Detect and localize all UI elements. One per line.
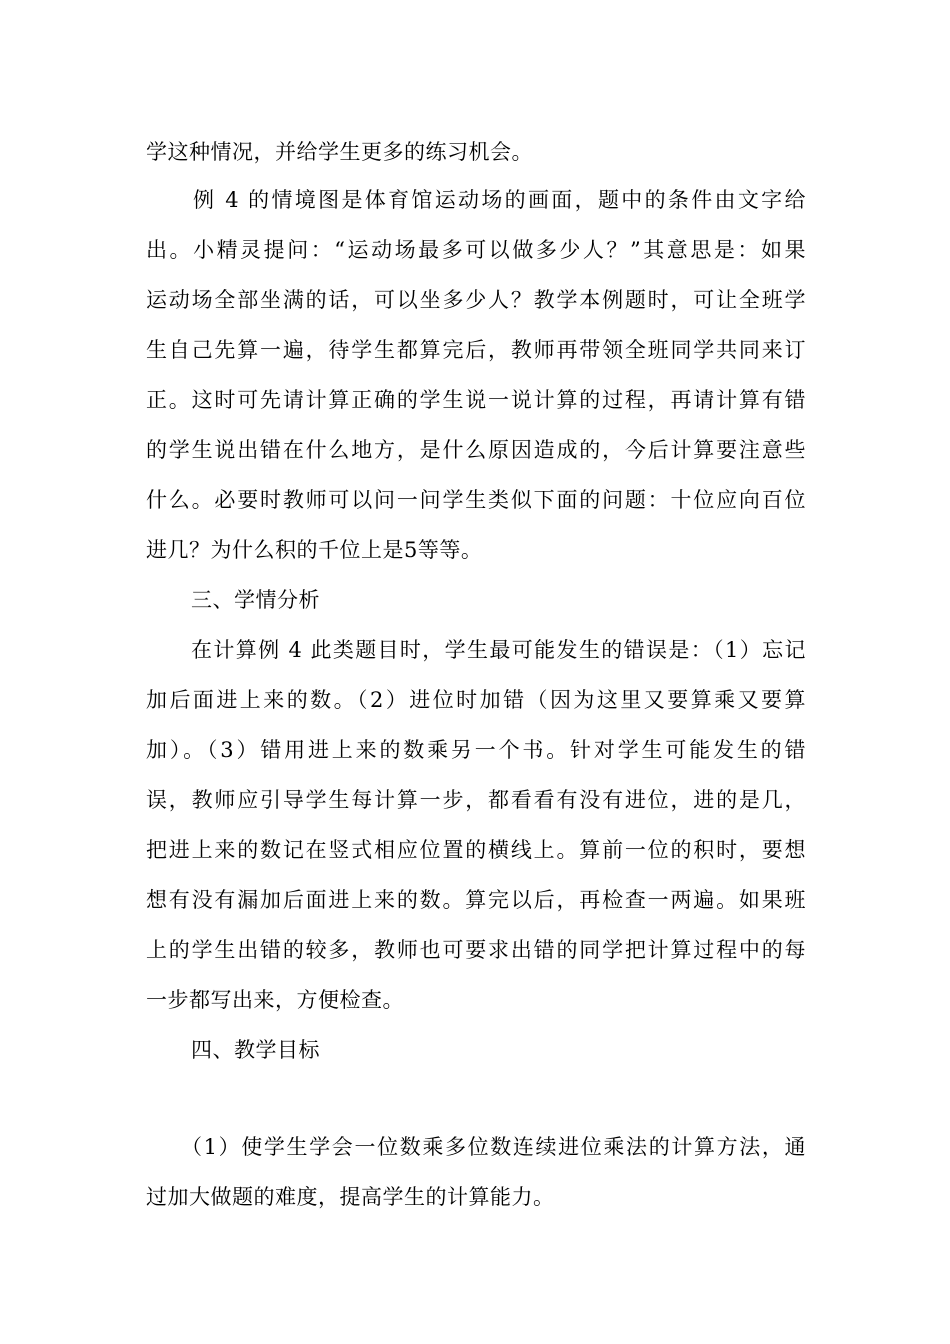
paragraph-3-line-2: 加后面进上来的数。（2）进位时加错（因为这里又要算乘又要算 [146,688,806,712]
paragraph-3-line-5: 把进上来的数记在竖式相应位置的横线上。算前一位的积时，要想 [146,838,806,862]
paragraph-3-line-3: 加）。（3）错用进上来的数乘另一个书。针对学生可能发生的错 [146,738,806,762]
paragraph-4-line-1: （1）使学生学会一位数乘多位数连续进位乘法的计算方法，通 [181,1135,806,1159]
paragraph-2-line-2: 出。小精灵提问：“运动场最多可以做多少人？”其意思是：如果 [146,238,806,262]
section-heading-learning-analysis: 三、学情分析 [191,588,320,612]
paragraph-3-line-8: 一步都写出来，方便检查。 [146,988,404,1012]
paragraph-4-line-2: 过加大做题的难度，提高学生的计算能力。 [146,1185,555,1209]
paragraph-1-line-1: 学这种情况，并给学生更多的练习机会。 [146,140,533,164]
paragraph-2-line-3: 运动场全部坐满的话，可以坐多少人？教学本例题时，可让全班学 [146,288,806,312]
paragraph-3-line-4: 误，教师应引导学生每计算一步，都看看有没有进位，进的是几， [146,788,806,812]
paragraph-2-line-5: 正。这时可先请计算正确的学生说一说计算的过程，再请计算有错 [146,388,806,412]
paragraph-2-line-1: 例 4 的情境图是体育馆运动场的画面，题中的条件由文字给 [193,188,806,212]
paragraph-2-line-6: 的学生说出错在什么地方，是什么原因造成的，今后计算要注意些 [146,438,806,462]
paragraph-2-line-8: 进几？为什么积的千位上是5等等。 [146,538,483,562]
paragraph-3-line-6: 想有没有漏加后面进上来的数。算完以后，再检查一两遍。如果班 [146,888,806,912]
paragraph-2-line-4: 生自己先算一遍，待学生都算完后，教师再带领全班同学共同来订 [146,338,806,362]
section-heading-teaching-goals: 四、教学目标 [191,1038,320,1062]
paragraph-3-line-1: 在计算例 4 此类题目时，学生最可能发生的错误是：（1）忘记 [191,638,806,662]
paragraph-2-line-7: 什么。必要时教师可以问一问学生类似下面的问题：十位应向百位 [146,488,806,512]
paragraph-3-line-7: 上的学生出错的较多，教师也可要求出错的同学把计算过程中的每 [146,938,806,962]
